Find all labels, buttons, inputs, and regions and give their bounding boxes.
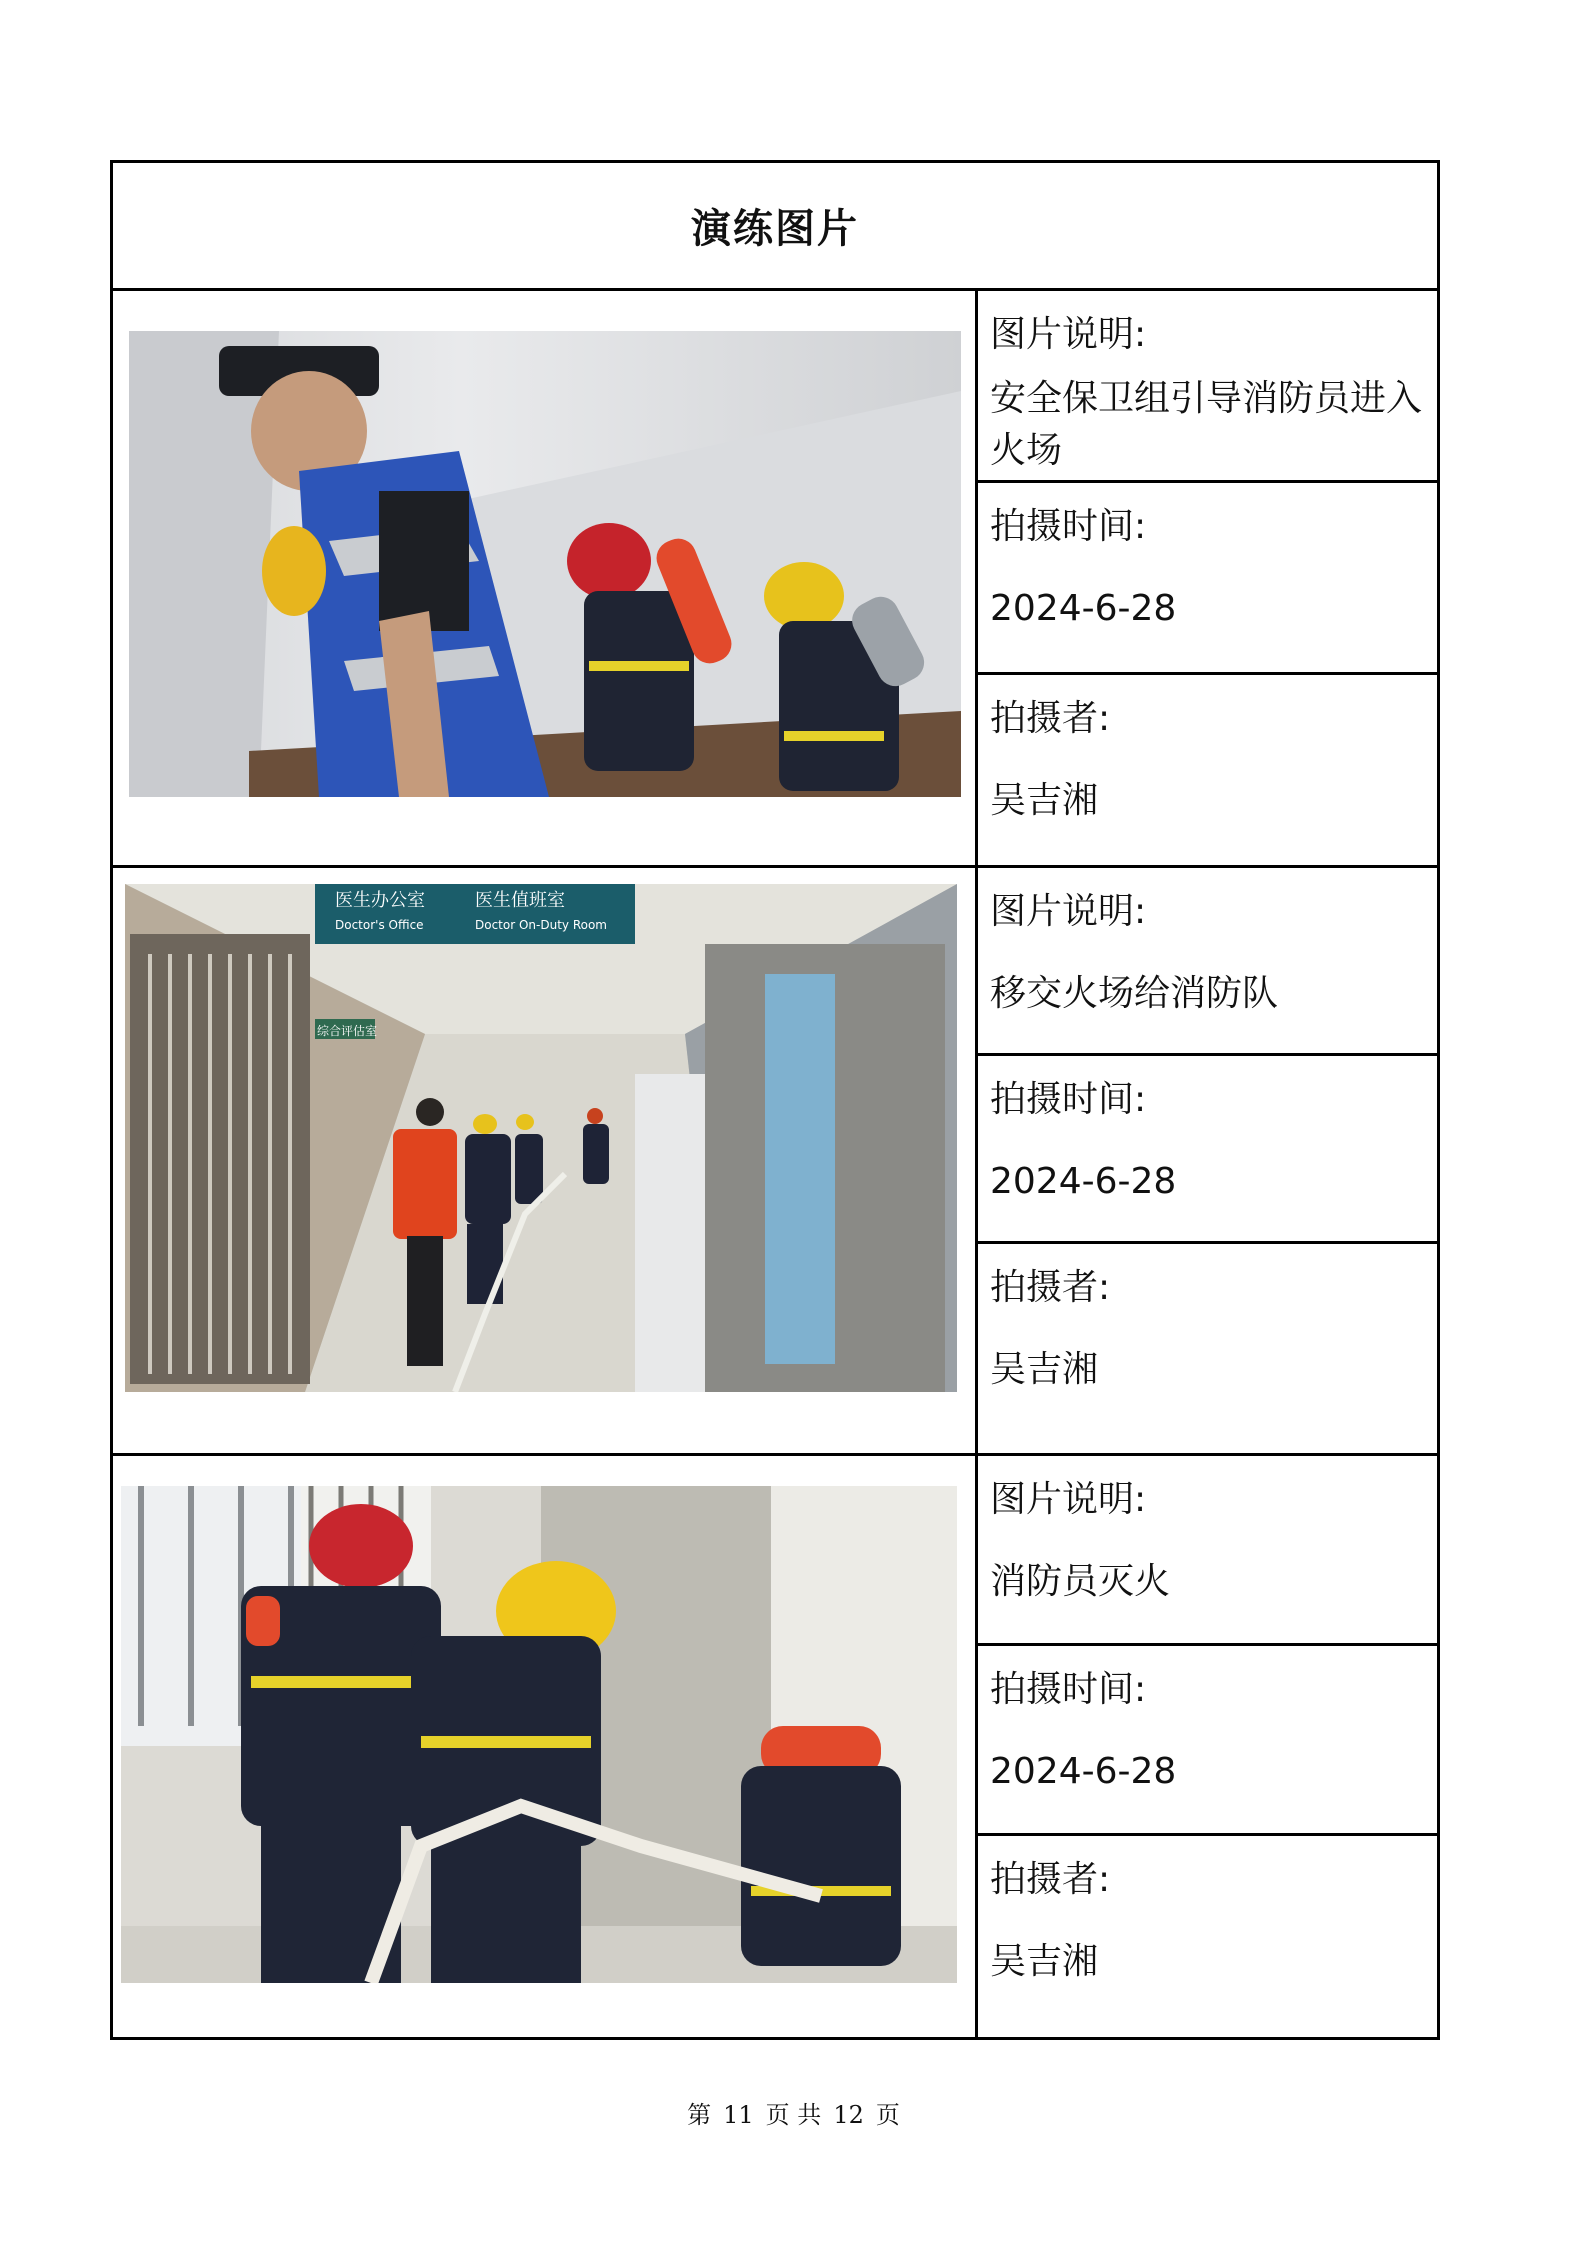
footer-suffix: 页 (875, 2101, 900, 2129)
capture-time-label: 拍摄时间: (990, 1079, 1147, 1120)
description-box (978, 1456, 1437, 1646)
description-label: 图片说明: (990, 1479, 1147, 1520)
description-box (978, 291, 1437, 483)
photographer-box (978, 1244, 1437, 1456)
description-label: 图片说明: (990, 891, 1147, 932)
capture-time-label: 拍摄时间: (990, 1669, 1147, 1710)
description-text: 移交火场给消防队 (990, 973, 1279, 1014)
sign-assessment-room: 综合评估室 (317, 1024, 378, 1038)
footer-prefix: 第 (687, 2101, 712, 2129)
description-text: 安全保卫组引导消防员进入火场 (990, 378, 1423, 471)
info-cell-1 (978, 291, 1437, 865)
photo-firefighters-hose (121, 1486, 957, 1983)
description-label: 图片说明: (990, 314, 1147, 355)
info-cell-3 (978, 1456, 1437, 2037)
photographer-name: 吴吉湘 (990, 1349, 1099, 1390)
sign-doctor-office-en: Doctor's Office (335, 918, 424, 932)
photographer-box (978, 675, 1437, 868)
photographer-label: 拍摄者: (990, 698, 1111, 739)
capture-time-box (978, 483, 1437, 675)
description-text: 消防员灭火 (990, 1561, 1171, 1602)
photo-stairs-guard-firefighters (129, 331, 961, 797)
capture-time-value: 2024-6-28 (990, 1161, 1177, 1202)
photo-cell-2 (113, 868, 978, 1453)
photo-row-1 (113, 291, 1437, 868)
photo-cell-3 (113, 1456, 978, 2037)
capture-time-box (978, 1056, 1437, 1244)
sign-doctor-office: 医生办公室 (335, 890, 425, 911)
photographer-name: 吴吉湘 (990, 780, 1099, 821)
photographer-box (978, 1836, 1437, 2037)
capture-time-value: 2024-6-28 (990, 588, 1177, 629)
capture-time-label: 拍摄时间: (990, 506, 1147, 547)
sign-doctor-duty-room: 医生值班室 (475, 890, 565, 911)
sign-doctor-duty-room-en: Doctor On-Duty Room (475, 918, 607, 932)
photo-corridor-handover (125, 884, 957, 1392)
drill-photo-table (110, 160, 1440, 2040)
photographer-label: 拍摄者: (990, 1267, 1111, 1308)
capture-time-value: 2024-6-28 (990, 1751, 1177, 1792)
photo-cell-1 (113, 291, 978, 865)
photographer-label: 拍摄者: (990, 1859, 1111, 1900)
photographer-name: 吴吉湘 (990, 1941, 1099, 1982)
page-footer (0, 2095, 1587, 2130)
info-cell-2 (978, 868, 1437, 1453)
photo-row-2 (113, 868, 1437, 1456)
page-title: 演练图片 (691, 206, 859, 252)
footer-mid: 页 共 (765, 2101, 822, 2129)
footer-page-number: 11 (723, 2101, 754, 2129)
table-title-row (113, 163, 1437, 291)
footer-total-pages: 12 (833, 2101, 864, 2129)
description-box (978, 868, 1437, 1056)
capture-time-box (978, 1646, 1437, 1836)
photo-row-3 (113, 1456, 1437, 2037)
